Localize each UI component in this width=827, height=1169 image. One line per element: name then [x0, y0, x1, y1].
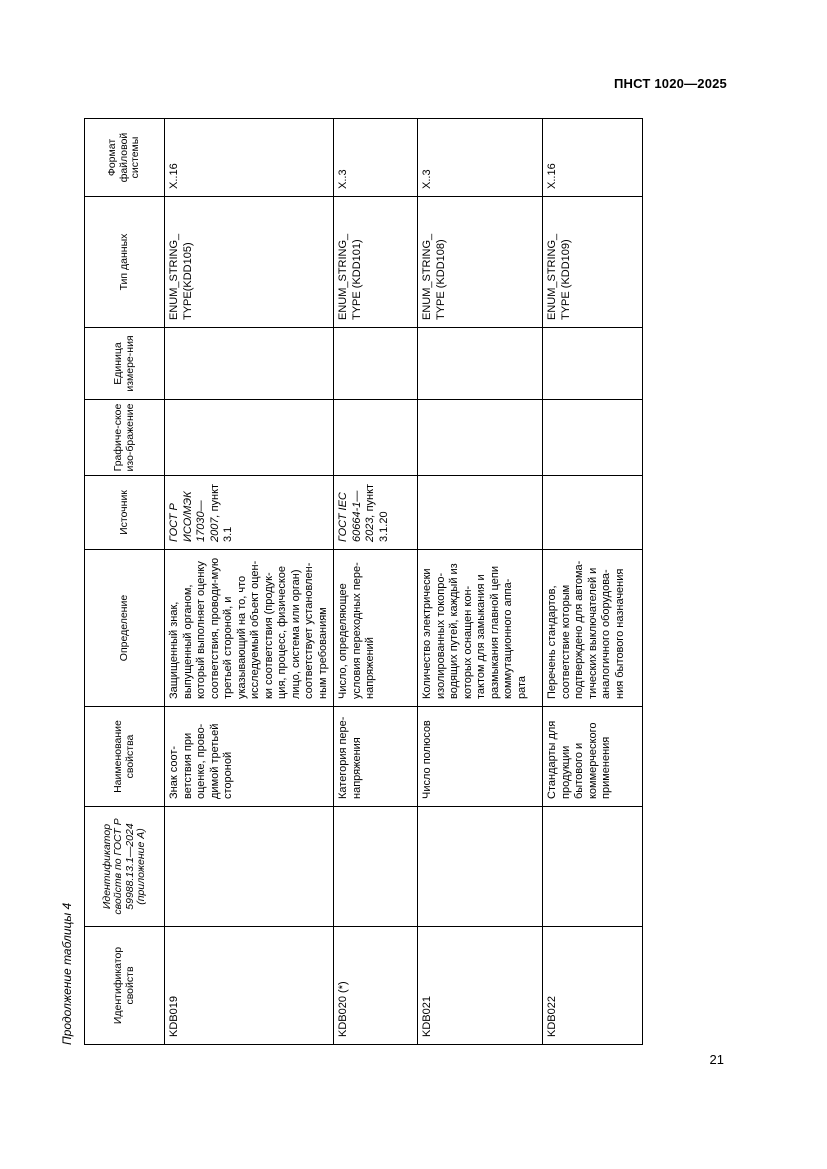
cell-data-type: ENUM_STRING_ TYPE (KDD101) [334, 197, 418, 328]
column-header-gost-id: Идентификатор свойств по ГОСТ Р 59988.13.1—2024 (приложение А) [85, 807, 165, 927]
cell-gost-id [165, 807, 334, 927]
cell-format: X..3 [334, 119, 418, 197]
document-code: ПНСТ 1020—2025 [614, 76, 727, 91]
properties-table [84, 118, 643, 1045]
column-header-definition: Определение [85, 550, 165, 707]
column-header-unit: Единица измере-ния [85, 328, 165, 400]
cell-unit [165, 328, 334, 400]
cell-data-type: ENUM_STRING_ TYPE (KDD108) [418, 197, 543, 328]
cell-unit [334, 328, 418, 400]
cell-graphic [543, 400, 643, 476]
cell-unit [418, 328, 543, 400]
cell-id: KDB022 [543, 927, 643, 1045]
cell-gost-id [543, 807, 643, 927]
cell-graphic [418, 400, 543, 476]
cell-definition: Защищенный знак, выпущенный органом, который выполняет оценку соответствия, проводи-мую третьей стороной, и указывающий на то, что исследуемый объект оцен-ки соответствия (продук-ция, процесс, физическое лицо, система или орган) соответствует установлен-ным требованиям [165, 550, 334, 707]
cell-definition: Число, определяющее условия переходных пере-напряжений [334, 550, 418, 707]
cell-id: KDB019 [165, 927, 334, 1045]
column-header-name: Наименование свойства [85, 707, 165, 807]
cell-name: Число полюсов [418, 707, 543, 807]
cell-name: Категория пере-напряжения [334, 707, 418, 807]
cell-gost-id [334, 807, 418, 927]
cell-format: X..16 [543, 119, 643, 197]
table-row [543, 119, 643, 1045]
cell-format: X..3 [418, 119, 543, 197]
table-row [165, 119, 334, 1045]
cell-graphic [165, 400, 334, 476]
cell-format: X..16 [165, 119, 334, 197]
column-header-source: Источник [85, 476, 165, 550]
table-header-row [85, 119, 165, 1045]
source-reference: ГОСТ IEC 60664-1—2023, [337, 490, 376, 542]
column-header-id: Идентификатор свойств [85, 927, 165, 1045]
cell-unit [543, 328, 643, 400]
table-continuation-caption: Продолжение таблицы 4 [60, 902, 74, 1045]
page-number: 21 [709, 1052, 724, 1067]
source-reference: ГОСТ Р ИСО/МЭК 17030—2007, [168, 491, 221, 542]
cell-graphic [334, 400, 418, 476]
cell-data-type: ENUM_STRING_ TYPE(KDD105) [165, 197, 334, 328]
table-row [334, 119, 418, 1045]
table-row [418, 119, 543, 1045]
cell-data-type: ENUM_STRING_ TYPE (KDD109) [543, 197, 643, 328]
column-header-graphic: Графиче-ское изо-бражение [85, 400, 165, 476]
column-header-data-type: Тип данных [85, 197, 165, 328]
cell-name: Стандарты для продукции бытового и коммерческого применения [543, 707, 643, 807]
cell-definition: Перечень стандартов, соответствие которым подтверждено для автома-тических выключателей и аналогичного оборудова-ния бытового назначения [543, 550, 643, 707]
source-item: пункт 3.1.20 [364, 483, 390, 542]
cell-id: KDB021 [418, 927, 543, 1045]
cell-source [418, 476, 543, 550]
cell-source [334, 476, 418, 550]
cell-gost-id [418, 807, 543, 927]
rotated-table-block [60, 119, 650, 1045]
cell-id: KDB020 (*) [334, 927, 418, 1045]
cell-source [165, 476, 334, 550]
cell-source [543, 476, 643, 550]
cell-name: Знак соот-ветствия при оценке, прово-димой третьей стороной [165, 707, 334, 807]
source-item: пункт 3.1 [208, 483, 234, 542]
cell-definition: Количество электрически изолированных токопро-водящих путей, каждый из которых оснащен кон-тактом для замыкания и размыкания главной цепи коммутационного аппа-рата [418, 550, 543, 707]
column-header-format: Формат файловой системы [85, 119, 165, 197]
